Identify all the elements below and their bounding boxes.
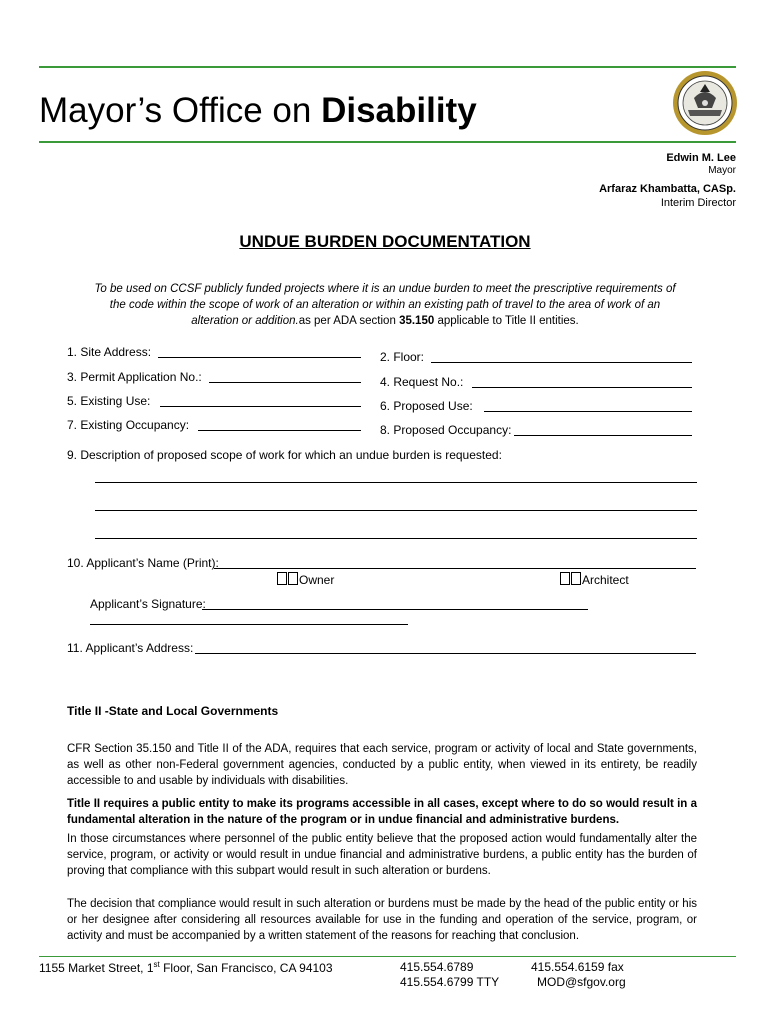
- owner-label: Owner: [299, 573, 335, 587]
- scope-description-line-1[interactable]: [95, 482, 697, 483]
- scope-description-label: 9. Description of proposed scope of work for which an undue burden is requested:: [67, 448, 502, 462]
- existing-use-label: 5. Existing Use:: [67, 394, 151, 408]
- title-bold: Disability: [321, 91, 477, 130]
- floor-field[interactable]: [431, 362, 692, 363]
- footer-fax: 415.554.6159 fax: [531, 960, 624, 974]
- owner-checkbox[interactable]: [277, 572, 287, 585]
- address-sup: st: [153, 960, 160, 969]
- form-intro: [90, 281, 680, 329]
- architect-label: Architect: [582, 573, 629, 587]
- proposed-use-label: 6. Proposed Use:: [380, 399, 473, 413]
- permit-application-field[interactable]: [209, 382, 361, 383]
- scope-description-line-3[interactable]: [95, 538, 697, 539]
- site-address-field[interactable]: [158, 357, 361, 358]
- request-no-field[interactable]: [472, 387, 692, 388]
- paragraph-1: CFR Section 35.150 and Title II of the ADA, requires that each service, program or activity of local and State governments, as well as other non-Federal government agencies, conducted by a public entity, when viewed in its entirety, be readily accessible to and usable by individuals with disabilities.: [67, 743, 697, 787]
- header-bottom-rule: [39, 141, 736, 143]
- proposed-occupancy-field[interactable]: [514, 435, 692, 436]
- footer-tty: 415.554.6799 TTY: [400, 975, 500, 989]
- owner-checkbox-2[interactable]: [288, 572, 298, 585]
- director-name: Arfaraz Khambatta, CASp.: [599, 183, 736, 195]
- paragraph-3: In those circumstances where personnel of the public entity believe that the proposed action would fundamentally alter the service, program, or activity or would result in undue financial and administrative burdens, a public entity has the burden of proving that compliance with this subpart would result in such alteration or burdens.: [67, 833, 697, 877]
- footer-phone: 415.554.6789: [400, 960, 474, 974]
- address-post: Floor, San Francisco, CA 94103: [159, 961, 333, 975]
- header-top-rule: [39, 66, 736, 68]
- paragraph-2: Title II requires a public entity to make its programs accessible in all cases, except where to do so would result in a fundamental alteration in the nature of the program or in undue financial and administrative burdens.: [67, 798, 697, 826]
- floor-label: 2. Floor:: [380, 350, 425, 364]
- director-title: Interim Director: [660, 197, 736, 209]
- footer-address: [39, 960, 333, 975]
- applicant-name-label: 10. Applicant’s Name (Print):: [67, 556, 219, 570]
- mayor-title: Mayor: [708, 165, 736, 176]
- footer-rule: [39, 956, 736, 957]
- signature-field[interactable]: [202, 609, 588, 610]
- intro-italic: To be used on CCSF publicly funded projects where it is an undue burden to meet the prescriptive requirements of the code within the scope of work of an alteration or within an existing path of travel to the area of work of an alteration or addition.: [94, 283, 676, 327]
- applicant-name-field[interactable]: [214, 568, 696, 569]
- mayor-name: Edwin M. Lee: [666, 152, 736, 164]
- existing-occupancy-label: 7. Existing Occupancy:: [67, 418, 190, 432]
- scope-description-line-2[interactable]: [95, 510, 697, 511]
- applicant-address-field[interactable]: [195, 653, 696, 654]
- city-seal-icon: [672, 70, 738, 136]
- site-address-label: 1. Site Address:: [67, 345, 152, 359]
- proposed-occupancy-label: 8. Proposed Occupancy:: [380, 423, 512, 437]
- intro-bold: 35.150: [399, 315, 435, 327]
- architect-checkbox[interactable]: [560, 572, 570, 585]
- owner-option[interactable]: [277, 572, 334, 587]
- form-title: UNDUE BURDEN DOCUMENTATION: [239, 232, 531, 251]
- signature-field-line-2[interactable]: [90, 624, 408, 625]
- permit-application-label: 3. Permit Application No.:: [67, 370, 202, 384]
- section-title: Title II -State and Local Governments: [67, 704, 279, 718]
- address-pre: 1155 Market Street, 1: [39, 961, 154, 975]
- footer-email[interactable]: MOD@sfgov.org: [537, 975, 626, 989]
- architect-checkbox-2[interactable]: [571, 572, 581, 585]
- paragraph-4: The decision that compliance would result in such alteration or burdens must be made by the head of the public entity or his or her designee after considering all resources available for use in the funding and operation of the service, program, or activity and must be accompanied by a written statement of the reasons for reaching that conclusion.: [67, 898, 697, 942]
- signature-label: Applicant’s Signature:: [90, 597, 206, 611]
- intro-plain: as per ADA section: [298, 315, 400, 327]
- title-prefix: Mayor’s Office on: [39, 91, 322, 130]
- existing-occupancy-field[interactable]: [198, 430, 361, 431]
- request-no-label: 4. Request No.:: [380, 375, 464, 389]
- applicant-address-label: 11. Applicant’s Address:: [67, 641, 194, 655]
- page-title: [39, 91, 477, 131]
- intro-tail: applicable to Title II entities.: [434, 315, 579, 327]
- proposed-use-field[interactable]: [484, 411, 692, 412]
- architect-option[interactable]: [560, 572, 629, 587]
- existing-use-field[interactable]: [160, 406, 361, 407]
